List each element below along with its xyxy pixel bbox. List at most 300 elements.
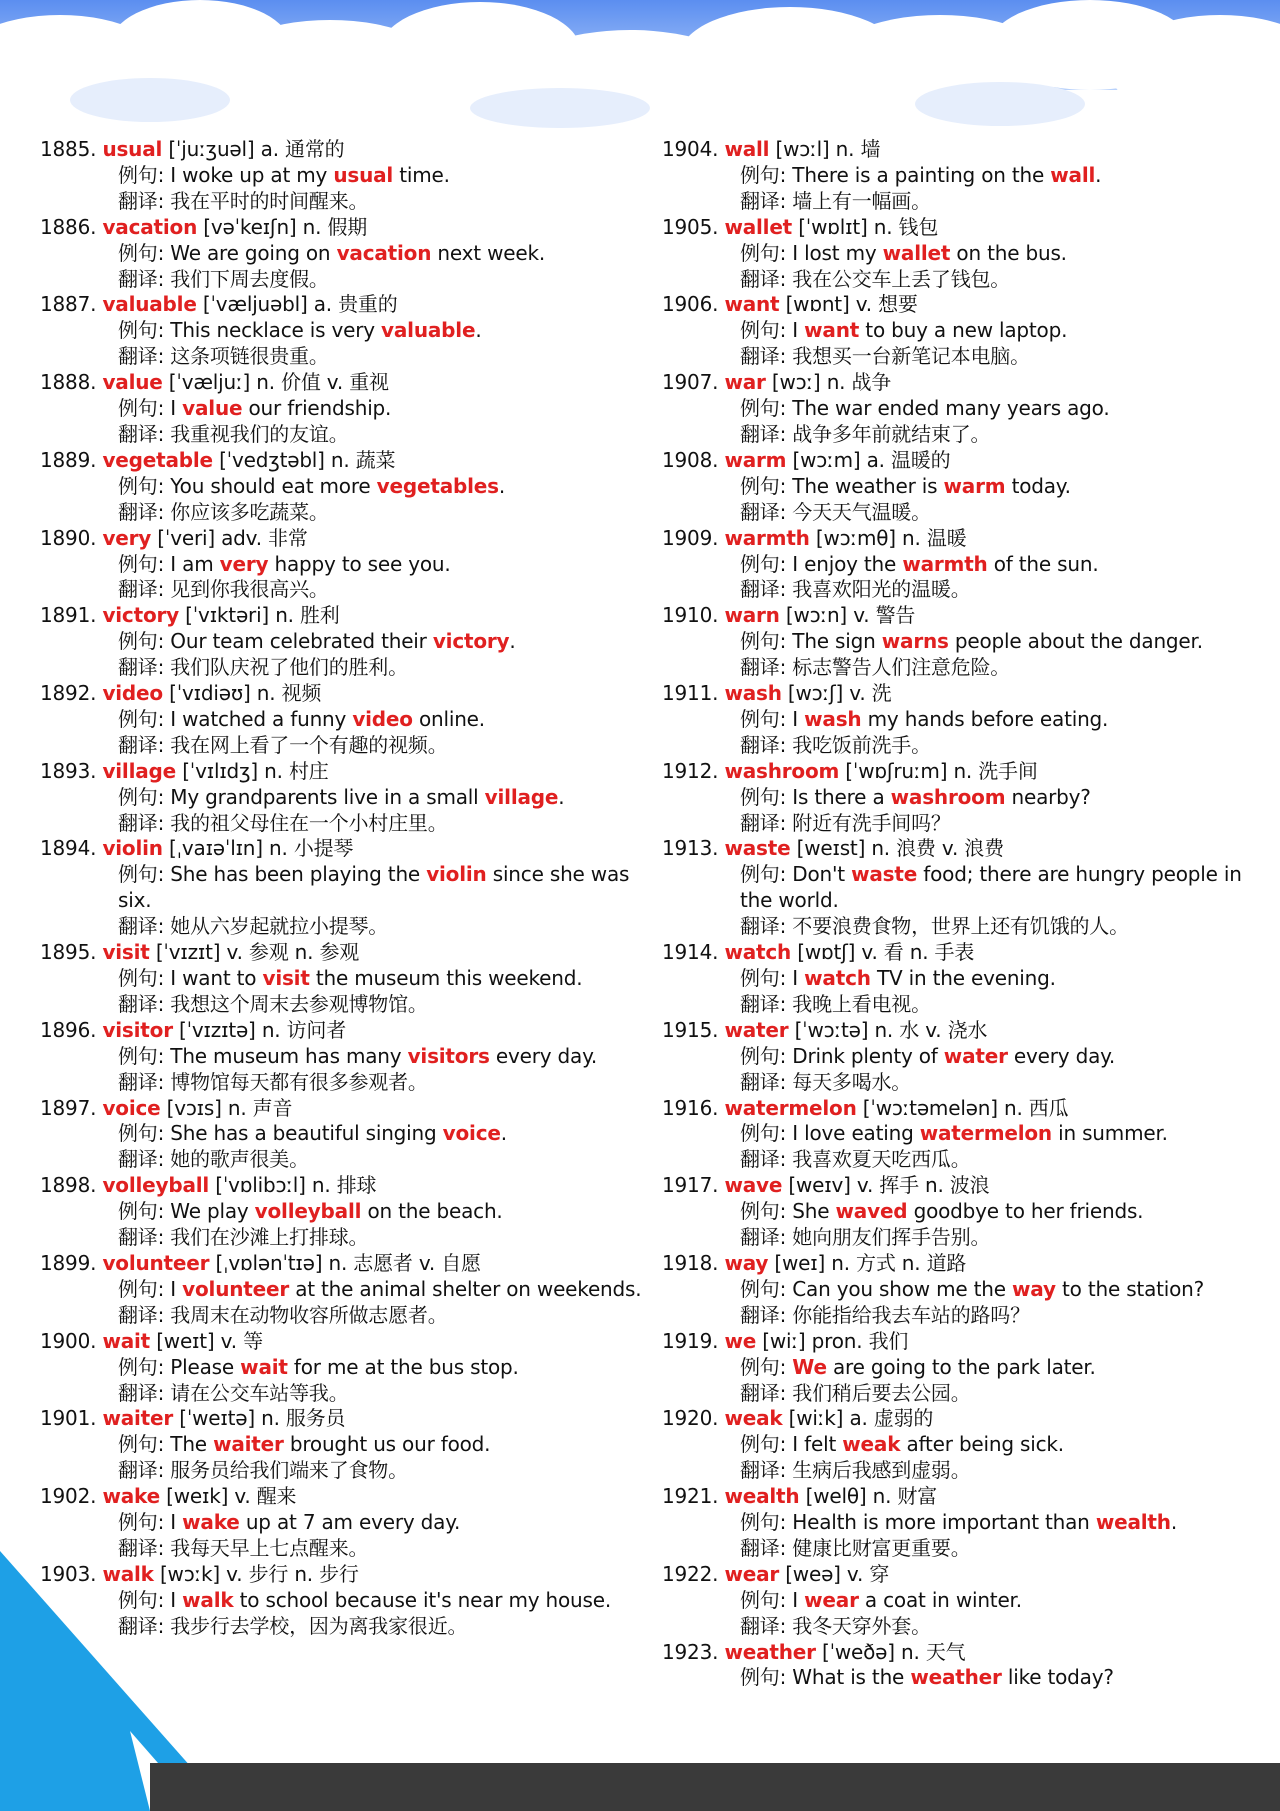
example-text: I <box>170 1510 183 1535</box>
translation-label: 翻译: <box>118 1225 171 1250</box>
headword: volleyball <box>102 1173 210 1198</box>
phonetic-and-meaning: [ˈvæljuː] n. 价值 v. 重视 <box>162 370 389 395</box>
example-label: 例句: <box>740 1043 793 1068</box>
example-sentence <box>40 966 650 992</box>
example-keyword: wall <box>1050 162 1096 187</box>
phonetic-and-meaning: [ˈvæljuəbl] a. 贵重的 <box>196 292 398 317</box>
example-sentence <box>40 629 650 655</box>
example-sentence <box>662 241 1272 267</box>
entry-headline <box>662 370 1272 396</box>
phonetic-and-meaning: [wɔːʃ] v. 洗 <box>781 681 892 706</box>
example-text: every day. <box>489 1043 598 1068</box>
example-keyword: weather <box>910 1665 1002 1690</box>
entry-number: 1921. <box>662 1484 719 1509</box>
entry-number: 1923. <box>662 1639 719 1664</box>
example-text: after being sick. <box>900 1432 1064 1457</box>
entry-headline <box>40 1329 650 1355</box>
vocab-entry <box>662 1018 1272 1096</box>
example-keyword: vacation <box>336 240 432 265</box>
example-sentence <box>40 163 650 189</box>
example-keyword: victory <box>432 629 510 654</box>
headword: waste <box>724 836 791 861</box>
phonetic-and-meaning: [weɪst] n. 浪费 v. 浪费 <box>790 836 1004 861</box>
example-sentence <box>662 707 1272 733</box>
example-label: 例句: <box>740 162 793 187</box>
example-sentence <box>662 629 1272 655</box>
entry-headline <box>40 681 650 707</box>
entry-headline <box>40 603 650 629</box>
entry-number: 1902. <box>40 1484 97 1509</box>
example-label: 例句: <box>740 1587 793 1612</box>
entry-headline <box>662 1173 1272 1199</box>
example-sentence <box>662 1588 1272 1614</box>
example-text: We play <box>170 1199 255 1224</box>
example-sentence <box>662 396 1272 422</box>
translation <box>40 267 650 293</box>
example-text: I want to <box>170 966 263 990</box>
entry-headline <box>40 1406 650 1432</box>
vocab-entry <box>40 836 650 940</box>
example-sentence <box>662 862 1272 914</box>
example-label: 例句: <box>740 784 793 809</box>
phonetic-and-meaning: [ˈjuːʒuəl] a. 通常的 <box>162 137 345 161</box>
translation-label: 翻译: <box>118 991 171 1016</box>
translation-text: 生病后我感到虚弱。 <box>792 1458 971 1483</box>
translation <box>40 1225 650 1251</box>
example-label: 例句: <box>118 396 171 421</box>
headword: wealth <box>724 1484 800 1509</box>
example-text: I felt <box>792 1432 843 1457</box>
translation-text: 我们在沙滩上打排球。 <box>170 1225 369 1250</box>
translation-text: 我步行去学校，因为离我家很近。 <box>170 1613 468 1638</box>
translation <box>662 1381 1272 1407</box>
entry-headline <box>662 940 1272 966</box>
translation-label: 翻译: <box>740 810 793 835</box>
entry-headline <box>40 1562 650 1588</box>
headword: wallet <box>724 214 793 239</box>
headword: waiter <box>102 1406 174 1431</box>
entry-number: 1907. <box>662 370 719 395</box>
example-keyword: very <box>219 551 269 576</box>
phonetic-and-meaning: [ˈwɒʃruːm] n. 洗手间 <box>839 758 1038 783</box>
example-text: I woke up at my <box>170 162 334 187</box>
entry-number: 1914. <box>662 940 719 965</box>
entry-number: 1904. <box>662 137 719 161</box>
translation-text: 这条项链很贵重。 <box>170 344 329 369</box>
translation <box>662 992 1272 1018</box>
example-label: 例句: <box>118 240 171 265</box>
example-text: Can you show me the <box>792 1276 1013 1301</box>
bottom-bar-decoration <box>150 1763 1280 1811</box>
example-text: the museum this weekend. <box>309 966 583 990</box>
example-label: 例句: <box>740 1199 793 1224</box>
example-label: 例句: <box>740 396 793 421</box>
example-keyword: waved <box>835 1199 908 1224</box>
entry-headline <box>662 292 1272 318</box>
example-text: I <box>792 706 805 731</box>
translation <box>40 422 650 448</box>
example-sentence <box>662 1121 1272 1147</box>
entry-headline <box>662 681 1272 707</box>
translation <box>662 422 1272 448</box>
translation <box>662 1536 1272 1562</box>
entry-headline <box>40 940 650 966</box>
headword: violin <box>102 836 163 861</box>
example-label: 例句: <box>740 240 793 265</box>
entry-number: 1899. <box>40 1250 97 1275</box>
example-sentence <box>662 552 1272 578</box>
vocab-entry <box>662 137 1272 215</box>
example-text: happy to see you. <box>268 551 451 576</box>
translation <box>40 577 650 603</box>
translation-text: 我喜欢阳光的温暖。 <box>792 577 971 602</box>
phonetic-and-meaning: [wɔːm] a. 温暖的 <box>786 447 951 472</box>
example-text: . <box>558 784 565 809</box>
example-text: My grandparents live in a small <box>170 784 485 809</box>
translation <box>40 500 650 526</box>
example-keyword: watermelon <box>919 1121 1052 1146</box>
vocab-entry <box>40 448 650 526</box>
example-sentence <box>40 396 650 422</box>
example-sentence <box>40 785 650 811</box>
example-text: . <box>475 318 482 343</box>
entry-headline <box>40 526 650 552</box>
example-label: 例句: <box>740 862 793 887</box>
example-sentence <box>40 1277 650 1303</box>
entry-headline <box>40 1173 650 1199</box>
headword: village <box>102 758 177 783</box>
headword: wear <box>724 1561 780 1586</box>
translation-label: 翻译: <box>118 499 171 524</box>
example-label: 例句: <box>118 862 171 887</box>
example-text: . <box>1170 1510 1177 1535</box>
translation-text: 我们下周去度假。 <box>170 266 329 291</box>
example-sentence <box>40 1432 650 1458</box>
example-keyword: violin <box>426 862 487 887</box>
example-text: What is the <box>792 1665 911 1690</box>
phonetic-and-meaning: [ˈwɔːtəmelən] n. 西瓜 <box>856 1095 1069 1120</box>
entry-number: 1893. <box>40 758 97 783</box>
example-sentence <box>40 1199 650 1225</box>
example-text: a coat in winter. <box>858 1587 1022 1612</box>
example-text: I <box>792 1587 805 1612</box>
entry-headline <box>40 370 650 396</box>
example-sentence <box>40 1588 650 1614</box>
example-text: . <box>500 1121 507 1146</box>
example-keyword: washroom <box>890 784 1006 809</box>
vocab-entry <box>662 836 1272 940</box>
entry-headline <box>662 1329 1272 1355</box>
headword: watermelon <box>724 1095 857 1120</box>
vocab-entry <box>662 603 1272 681</box>
translation <box>662 577 1272 603</box>
entry-number: 1885. <box>40 137 97 161</box>
right-column <box>662 137 1272 1691</box>
headword: warn <box>724 603 780 628</box>
phonetic-and-meaning: [wɒnt] v. 想要 <box>779 292 918 317</box>
example-text: to the station? <box>1055 1276 1205 1301</box>
vocab-entry <box>662 448 1272 526</box>
translation-label: 翻译: <box>740 1069 793 1094</box>
entry-headline <box>40 448 650 474</box>
example-text: The museum has many <box>170 1043 408 1068</box>
translation <box>662 733 1272 759</box>
entry-number: 1915. <box>662 1017 719 1042</box>
entry-number: 1910. <box>662 603 719 628</box>
entry-headline <box>662 1562 1272 1588</box>
translation <box>40 1147 650 1173</box>
translation <box>40 1536 650 1562</box>
translation <box>662 655 1272 681</box>
example-label: 例句: <box>740 473 793 498</box>
vocab-entry <box>662 1484 1272 1562</box>
example-sentence <box>662 474 1272 500</box>
headword: voice <box>102 1095 161 1120</box>
vocab-entry <box>662 1173 1272 1251</box>
example-keyword: video <box>352 706 413 731</box>
example-text: The war ended many years ago. <box>792 396 1110 421</box>
vocab-entry <box>40 137 650 215</box>
vocab-entry <box>662 526 1272 604</box>
translation-label: 翻译: <box>740 499 793 524</box>
translation-label: 翻译: <box>740 1613 793 1638</box>
translation-label: 翻译: <box>118 1302 171 1327</box>
example-text: on the beach. <box>361 1199 503 1224</box>
headword: vacation <box>102 214 198 239</box>
vocab-entry <box>662 370 1272 448</box>
example-text: food; there are hungry people in the world. <box>740 862 1242 913</box>
translation-text: 今天天气温暖。 <box>792 499 931 524</box>
phonetic-and-meaning: [wɔːk] v. 步行 n. 步行 <box>153 1561 359 1586</box>
translation-text: 我每天早上七点醒来。 <box>170 1535 369 1560</box>
phonetic-and-meaning: [ˈvɪktəri] n. 胜利 <box>179 603 340 628</box>
phonetic-and-meaning: [weə] v. 穿 <box>779 1561 890 1586</box>
example-keyword: warmth <box>902 551 988 576</box>
example-text: . <box>1095 162 1102 187</box>
example-label: 例句: <box>118 1043 171 1068</box>
entry-headline <box>40 1484 650 1510</box>
example-text: on the bus. <box>950 240 1067 265</box>
translation-text: 服务员给我们端来了食物。 <box>170 1458 408 1483</box>
example-text: brought us our food. <box>283 1432 491 1457</box>
translation-label: 翻译: <box>118 1147 171 1172</box>
headword: weather <box>724 1639 816 1664</box>
example-keyword: wake <box>182 1510 240 1535</box>
phonetic-and-meaning: [wiːk] a. 虚弱的 <box>782 1406 934 1431</box>
vocab-entry <box>40 215 650 293</box>
vocab-entry <box>662 1406 1272 1484</box>
example-text: our friendship. <box>242 396 392 421</box>
translation-label: 翻译: <box>740 188 793 213</box>
entry-number: 1887. <box>40 292 97 317</box>
vocab-entry <box>40 1018 650 1096</box>
headword: value <box>102 370 163 395</box>
example-keyword: water <box>943 1043 1008 1068</box>
vocab-entry <box>40 292 650 370</box>
vocab-entry <box>662 1096 1272 1174</box>
example-sentence <box>662 163 1272 189</box>
example-keyword: waiter <box>213 1432 284 1457</box>
entry-headline <box>662 836 1272 862</box>
example-text: online. <box>412 706 485 731</box>
phonetic-and-meaning: [ˈvɪdiəʊ] n. 视频 <box>162 681 322 706</box>
vocab-entry <box>40 1484 650 1562</box>
example-label: 例句: <box>118 1199 171 1224</box>
headword: victory <box>102 603 179 628</box>
translation-label: 翻译: <box>118 732 171 757</box>
example-label: 例句: <box>118 629 171 654</box>
example-sentence <box>40 318 650 344</box>
translation-text: 我想这个周末去参观博物馆。 <box>170 991 428 1016</box>
example-label: 例句: <box>740 1510 793 1535</box>
vocab-entry <box>40 1096 650 1174</box>
entry-number: 1908. <box>662 447 719 472</box>
translation-text: 我在公交车上丢了钱包。 <box>792 266 1011 291</box>
example-label: 例句: <box>740 1354 793 1379</box>
entry-number: 1890. <box>40 525 97 550</box>
headword: we <box>724 1328 757 1353</box>
translation-text: 健康比财富更重要。 <box>792 1535 971 1560</box>
example-text: . <box>498 473 506 498</box>
example-keyword: wear <box>804 1587 859 1612</box>
vocab-entry <box>662 292 1272 370</box>
translation-text: 每天多喝水。 <box>792 1069 912 1094</box>
vocab-entry <box>662 1562 1272 1640</box>
entry-number: 1903. <box>40 1561 97 1586</box>
example-keyword: volunteer <box>182 1276 290 1301</box>
translation <box>40 189 650 215</box>
translation-label: 翻译: <box>740 1458 793 1483</box>
example-label: 例句: <box>740 318 793 343</box>
example-sentence <box>662 1277 1272 1303</box>
entry-headline <box>40 292 650 318</box>
phonetic-and-meaning: [ˈweɪtə] n. 服务员 <box>173 1406 346 1431</box>
entry-number: 1898. <box>40 1173 97 1198</box>
example-sentence <box>40 1510 650 1536</box>
translation-text: 我在网上看了一个有趣的视频。 <box>170 732 448 757</box>
entry-number: 1913. <box>662 836 719 861</box>
example-keyword: weak <box>842 1432 901 1457</box>
example-label: 例句: <box>118 162 171 187</box>
entry-number: 1895. <box>40 940 97 965</box>
example-keyword: wallet <box>882 240 951 265</box>
entry-number: 1916. <box>662 1095 719 1120</box>
vocab-entry <box>662 681 1272 759</box>
example-text: like today? <box>1001 1665 1114 1690</box>
entry-number: 1912. <box>662 758 719 783</box>
translation-label: 翻译: <box>118 810 171 835</box>
entry-number: 1900. <box>40 1328 97 1353</box>
example-text: my hands before eating. <box>861 706 1109 731</box>
translation-label: 翻译: <box>118 1380 171 1405</box>
translation <box>662 1458 1272 1484</box>
translation <box>662 1225 1272 1251</box>
entry-headline <box>662 448 1272 474</box>
headword: washroom <box>724 758 840 783</box>
example-text: today. <box>1005 473 1071 498</box>
vocab-entry <box>40 940 650 1018</box>
translation <box>40 1614 650 1640</box>
entry-headline <box>662 1251 1272 1277</box>
translation-text: 我的祖父母住在一个小村庄里。 <box>170 810 448 835</box>
headword: war <box>724 370 766 395</box>
phonetic-and-meaning: [wɔːl] n. 墙 <box>769 137 881 161</box>
example-text: I am <box>170 551 220 576</box>
example-text: time. <box>393 162 450 187</box>
example-label: 例句: <box>118 473 171 498</box>
entry-number: 1892. <box>40 681 97 706</box>
entry-headline <box>40 836 650 862</box>
example-text: to buy a new laptop. <box>859 318 1068 343</box>
example-text: to school because it's near my house. <box>233 1587 612 1612</box>
translation-text: 我们队庆祝了他们的胜利。 <box>170 655 408 680</box>
example-keyword: watch <box>804 966 871 990</box>
translation <box>40 1303 650 1329</box>
example-keyword: want <box>804 318 860 343</box>
headword: wash <box>724 681 782 706</box>
example-text: TV in the evening. <box>870 966 1056 990</box>
translation <box>40 733 650 759</box>
headword: water <box>724 1017 789 1042</box>
left-column <box>40 137 650 1640</box>
entry-number: 1897. <box>40 1095 97 1120</box>
example-sentence <box>662 1355 1272 1381</box>
entry-headline <box>40 1096 650 1122</box>
translation-label: 翻译: <box>740 1535 793 1560</box>
example-text: up at 7 am every day. <box>239 1510 461 1535</box>
example-label: 例句: <box>740 1121 793 1146</box>
example-text: There is a painting on the <box>792 162 1051 187</box>
translation <box>40 1458 650 1484</box>
translation-label: 翻译: <box>118 344 171 369</box>
example-sentence <box>40 474 650 500</box>
translation <box>662 811 1272 837</box>
example-text: next week. <box>431 240 545 265</box>
phonetic-and-meaning: [ˌvɒlənˈtɪə] n. 志愿者 v. 自愿 <box>209 1250 481 1275</box>
example-sentence <box>662 966 1272 992</box>
phonetic-and-meaning: [ˈwɒlɪt] n. 钱包 <box>792 214 939 239</box>
example-text: This necklace is very <box>170 318 382 343</box>
headword: usual <box>102 137 163 161</box>
example-keyword: warns <box>881 629 949 654</box>
phonetic-and-meaning: [wɔː] n. 战争 <box>765 370 892 395</box>
entry-headline <box>662 526 1272 552</box>
example-text: We are going on <box>170 240 337 265</box>
translation <box>662 1070 1272 1096</box>
entry-headline <box>662 1096 1272 1122</box>
entry-number: 1922. <box>662 1561 719 1586</box>
example-sentence <box>662 1432 1272 1458</box>
example-text: The sign <box>792 629 882 654</box>
phonetic-and-meaning: [ˌvaɪəˈlɪn] n. 小提琴 <box>162 836 354 861</box>
translation-label: 翻译: <box>740 266 793 291</box>
example-text: for me at the bus stop. <box>287 1354 519 1379</box>
entry-number: 1918. <box>662 1250 719 1275</box>
example-label: 例句: <box>118 1432 171 1457</box>
phonetic-and-meaning: [wɔːn] v. 警告 <box>779 603 916 628</box>
example-text: I <box>170 1276 183 1301</box>
vocab-entry <box>662 215 1272 293</box>
example-text: I love eating <box>792 1121 920 1146</box>
example-text: I <box>170 396 183 421</box>
translation <box>662 189 1272 215</box>
example-text: since she was six. <box>118 862 630 913</box>
example-text: Is there a <box>792 784 891 809</box>
example-label: 例句: <box>118 706 171 731</box>
entry-headline <box>662 1484 1272 1510</box>
example-sentence <box>662 1044 1272 1070</box>
vocab-entry <box>40 526 650 604</box>
